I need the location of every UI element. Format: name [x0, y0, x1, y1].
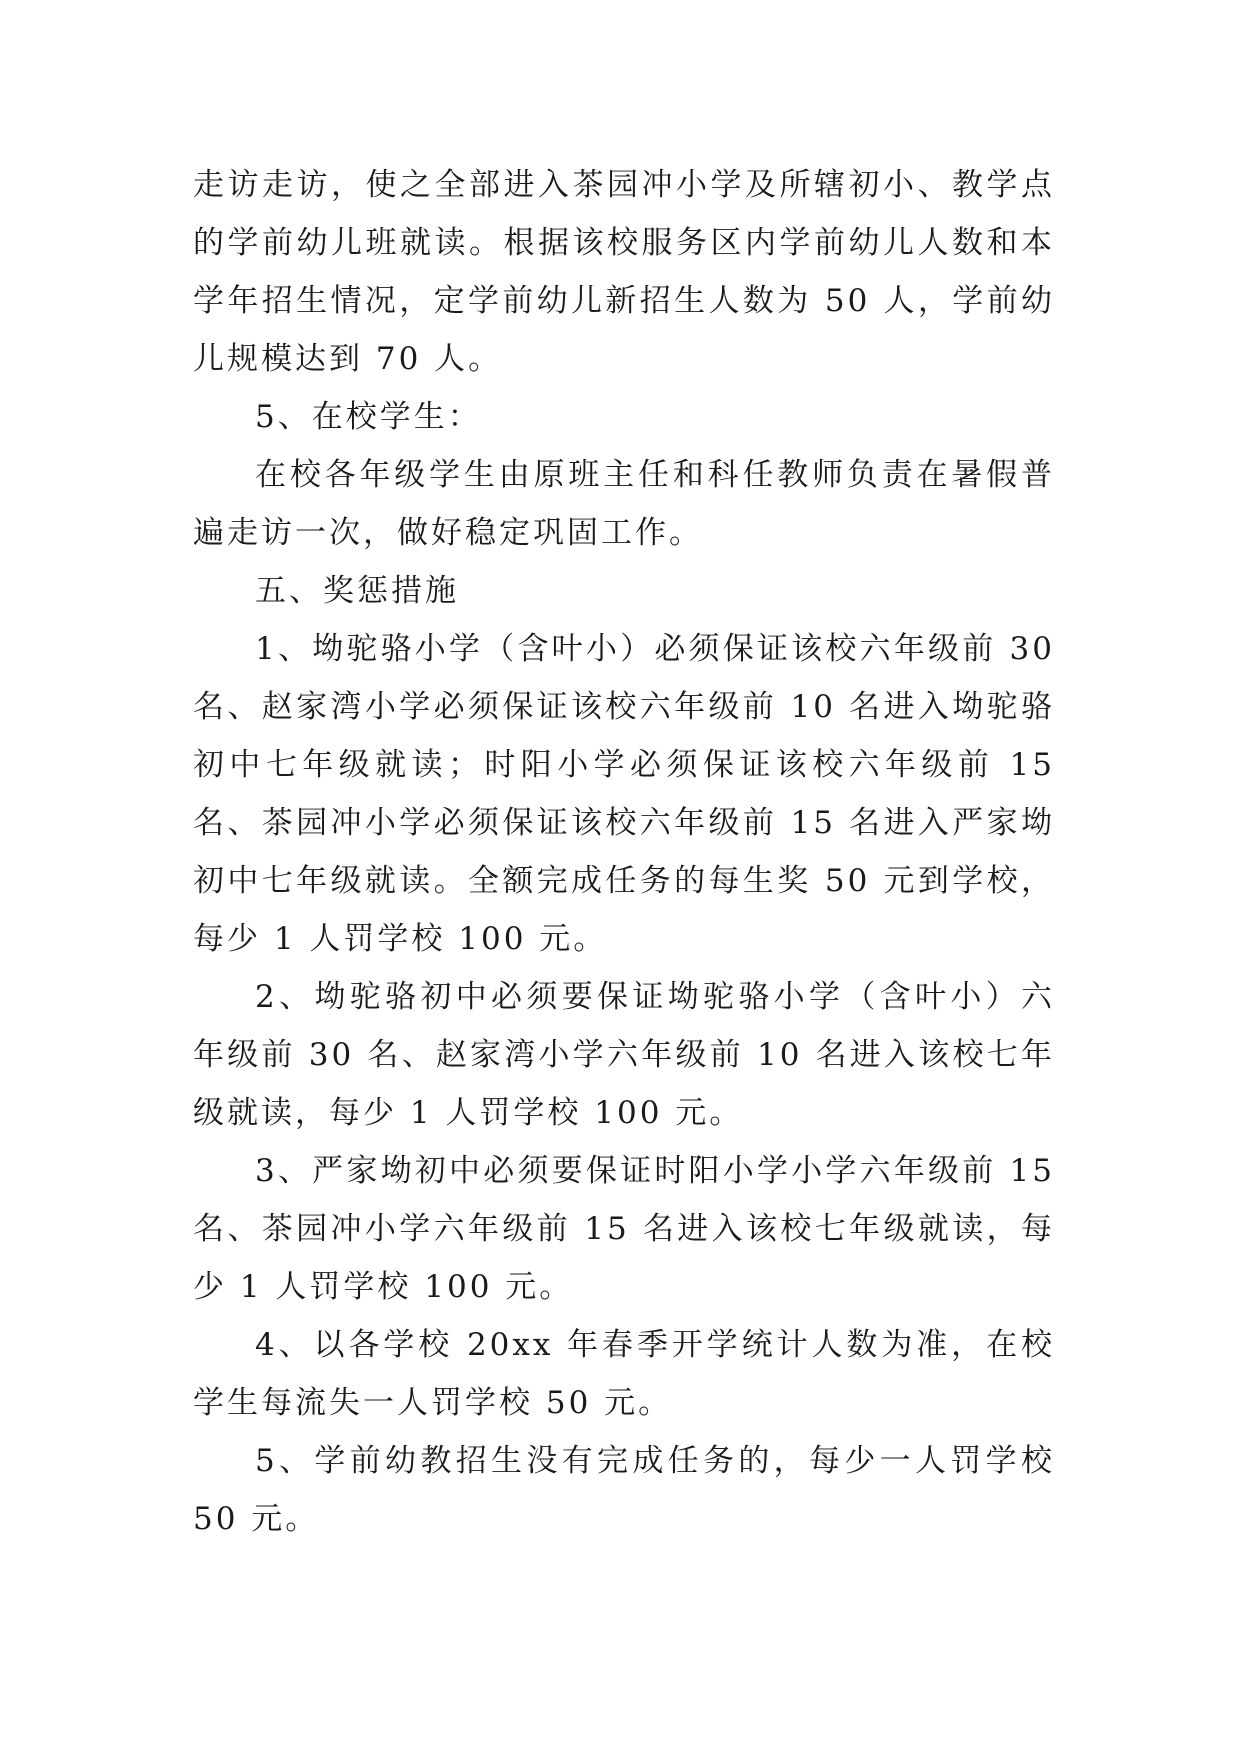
paragraph-reward-item-1: 1、坳驼骆小学（含叶小）必须保证该校六年级前 30 名、赵家湾小学必须保证该校六年级前 10 名进入坳驼骆初中七年级就读；时阳小学必须保证该校六年级前 15 名、茶园冲小学必须保证该校六年级前 15 名进入严家坳初中七年级就读。全额完成任务的每生奖 50 元到学校，每少 1 人罚学校 100 元。 — [193, 631, 1055, 957]
heading-current-students: 5、在校学生： — [255, 399, 482, 435]
paragraph-reward-item-3: 3、严家坳初中必须要保证时阳小学小学六年级前 15 名、茶园冲小学六年级前 15 名进入该校七年级就读，每少 1 人罚学校 100 元。 — [193, 1153, 1055, 1305]
heading-rewards-penalties: 五、奖惩措施 — [255, 573, 459, 609]
paragraph-reward-item-4: 4、以各学校 20xx 年春季开学统计人数为准，在校学生每流失一人罚学校 50 元。 — [193, 1327, 1055, 1421]
paragraph-reward-item-5: 5、学前幼教招生没有完成任务的，每少一人罚学校 50 元。 — [193, 1443, 1055, 1537]
paragraph-preschool-continued: 走访走访，使之全部进入茶园冲小学及所辖初小、教学点的学前幼儿班就读。根据该校服务区内学前幼儿人数和本学年招生情况，定学前幼儿新招生人数为 50 人，学前幼儿规模达到 70 人。 — [193, 167, 1055, 377]
paragraph-current-students: 在校各年级学生由原班主任和科任教师负责在暑假普遍走访一次，做好稳定巩固工作。 — [193, 457, 1055, 551]
paragraph-reward-item-2: 2、坳驼骆初中必须要保证坳驼骆小学（含叶小）六年级前 30 名、赵家湾小学六年级前 10 名进入该校七年级就读，每少 1 人罚学校 100 元。 — [193, 979, 1055, 1131]
document-body — [193, 156, 1055, 1548]
